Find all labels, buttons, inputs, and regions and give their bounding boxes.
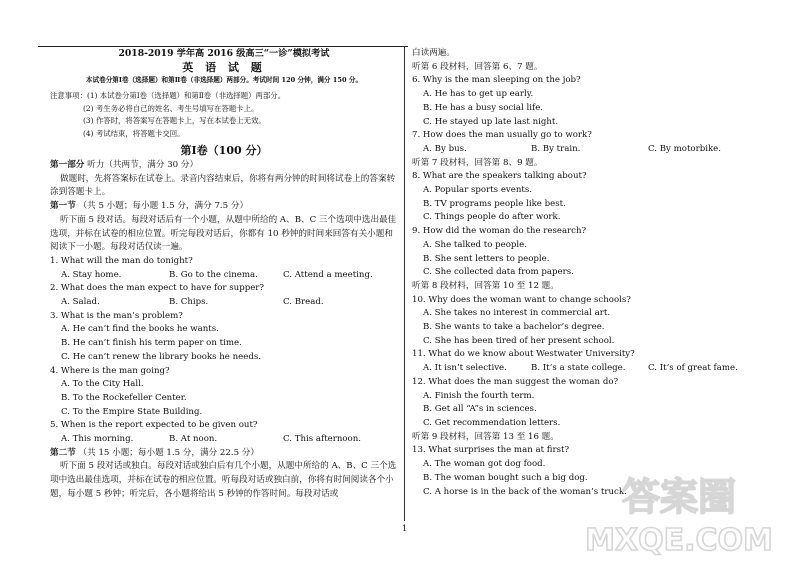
left-column (50, 47, 398, 502)
continued-text: 白读两遍。 (412, 48, 455, 58)
options-row (50, 433, 398, 447)
page-number: 1 (402, 524, 408, 533)
watermark-bottom: MXQE.COM (585, 523, 773, 558)
option-a: A. This morning. (61, 434, 134, 445)
option-a: A. She takes no interest in commercial art. (423, 308, 611, 319)
option-a: A. By bus. (423, 143, 467, 154)
option-a: A. Popular sports events. (423, 185, 532, 196)
option-b: B. She wants to take a bachelor’s degree. (423, 322, 605, 333)
sub2-label: 第二节 (50, 447, 76, 458)
option-b: B. He can’t finish his term paper on time. (61, 338, 242, 349)
option-a: A. To the City Hall. (61, 379, 144, 390)
option-b: B. Go to the cinema. (169, 269, 258, 280)
sub1-label: 第一节 (50, 201, 76, 212)
notes-block (50, 90, 398, 140)
option-a: A. Stay home. (61, 269, 122, 280)
option-a: A. Finish the fourth term. (423, 390, 535, 401)
options-row (412, 143, 784, 157)
options-row (50, 296, 398, 310)
question-1: 1. What will the man do tonight? (50, 255, 193, 266)
option-c: C. By motorbike. (648, 143, 721, 154)
note-4: (4) 考试结束，将答题卡交回。 (83, 128, 185, 138)
option-c: C. She collected data from papers. (423, 267, 574, 278)
option-b: B. Chips. (169, 297, 209, 308)
option-c: C. It’s of great fame. (648, 363, 738, 374)
option-c: C. Things people do after work. (423, 212, 561, 223)
sub2-text: （共 15 小题；每小题 1.5 分，满分 22.5 分） (78, 447, 259, 458)
option-a: A. Salad. (61, 297, 100, 308)
option-a: A. She talked to people. (423, 239, 527, 250)
option-c: C. Get recommendation letters. (423, 417, 561, 428)
option-c: C. Attend a meeting. (283, 269, 373, 280)
option-a: A. The woman got dog food. (423, 459, 546, 470)
option-b: B. The woman bought such a big dog. (423, 472, 588, 483)
question-4: 4. Where is the man going? (50, 365, 170, 376)
option-b: B. To the Rockefeller Center. (61, 392, 187, 403)
note-3: (3) 作答时，将答案写在答题卡上，写在本试卷上无效。 (83, 116, 266, 125)
listening-9: 听第 9 段材料，回答第 13 至 16 题。 (412, 431, 559, 442)
sub1-heading (50, 200, 398, 214)
option-c: C. He can’t renew the library books he needs. (61, 351, 261, 362)
question-8: 8. What are the speakers talking about? (412, 171, 587, 182)
option-c: C. To the Empire State Building. (61, 406, 203, 417)
option-a: A. He can’t find the books he wants. (61, 324, 219, 335)
question-11: 11. What do we know about Westwater University? (412, 349, 635, 360)
part-intro: 做题时，先将答案标在试卷上。录音内容结束后，你将有两分钟的时间将试卷上的答案转涂到答题卡上。 (50, 173, 396, 198)
option-c: C. This afternoon. (283, 434, 361, 445)
sub1-intro: 听下面 5 段对话。每段对话后有一个小题，从题中所给的 A、B、C 三个选项中选出最佳选项，并标在试卷的相应位置。听完每段对话后，你都有 10 秒钟的时间来回答有关小题和阅读下一小题。每段对话仅读一遍。 (50, 214, 397, 253)
section-title: 第Ⅰ卷（100 分） (180, 144, 268, 157)
option-b: B. TV programs people like best. (423, 198, 566, 209)
part-text: 听力（共两节，满分 30 分） (87, 160, 199, 170)
watermark-top: 答案圈 (621, 475, 737, 519)
option-c: C. Bread. (283, 297, 324, 308)
watermark-logo (574, 468, 784, 558)
question-5: 5. When is the report expected to be given out? (50, 420, 258, 431)
part-label: 第一部分 (50, 160, 85, 170)
options-row (50, 269, 398, 283)
note-2: (2) 考生务必将自己的姓名、考生号填写在答题卡上。 (83, 103, 259, 113)
option-c: C. A horse is in the back of the woman’s truck. (423, 486, 627, 497)
option-b: B. By train. (531, 143, 581, 154)
option-c: C. She has been tired of her present school. (423, 335, 615, 346)
question-13: 13. What surprises the man at first? (412, 445, 570, 456)
sub2-heading (50, 447, 398, 461)
option-b: B. It’s a state college. (531, 363, 626, 374)
right-column (412, 47, 784, 499)
left-questions (50, 255, 398, 447)
sub1-text: （共 5 小题；每小题 1.5 分，满分 7.5 分） (78, 201, 249, 212)
option-b: B. He has a busy social life. (423, 102, 544, 113)
exam-info: 本试卷分第Ⅰ卷（选择题）和第Ⅱ卷（非选择题）两部分。考试时间 120 分钟，满分 150 分。 (85, 76, 363, 84)
note-1: 注意事项：(1) 本试卷分第Ⅰ卷（选择题）和第Ⅱ卷（非选择题）两部分。 (50, 91, 286, 100)
sub2-intro: 听下面 5 段对话或独白。每段对话或独白后有几个小题，从题中所给的 A、B、C 三个选项中选出最佳选项，并标在试卷的相应位置。听每段对话或独白前，你将有时间阅读各个小题，每小题 5 秒钟；听完后，各小题将给出 5 秒钟的作答时间。每段对话或 (50, 461, 397, 499)
question-12: 12. What does the man suggest the woman do? (412, 376, 619, 387)
part-heading (50, 159, 398, 173)
option-a: A. He has to get up early. (423, 89, 534, 100)
column-divider (404, 46, 405, 521)
question-3: 3. What is the man’s problem? (50, 310, 183, 321)
question-2: 2. What does the man expect to have for supper? (50, 283, 265, 294)
question-7: 7. How does the man usually go to work? (412, 130, 592, 141)
question-10: 10. Why does the woman want to change schools? (412, 294, 631, 305)
option-b: B. At noon. (169, 434, 218, 445)
option-b: B. She sent letters to people. (423, 253, 550, 264)
options-row (412, 362, 784, 376)
listening-6: 听第 6 段材料，回答第 6、7 题。 (412, 61, 543, 72)
exam-title: 2018-2019 学年高 2016 级高三“一诊”模拟考试 (118, 48, 330, 59)
exam-subject: 英 语 试 题 (182, 61, 266, 74)
question-6: 6. Why is the man sleeping on the job? (412, 75, 581, 86)
option-b: B. Get all “A”s in sciences. (423, 404, 537, 415)
listening-7: 听第 7 段材料，回答第 8、9 题。 (412, 157, 543, 168)
option-a: A. It isn’t selective. (423, 363, 507, 374)
option-c: C. He stayed up late last night. (423, 116, 559, 127)
listening-8: 听第 8 段材料，回答第 10 至 12 题。 (412, 280, 559, 291)
question-9: 9. How did the woman do the research? (412, 226, 587, 237)
